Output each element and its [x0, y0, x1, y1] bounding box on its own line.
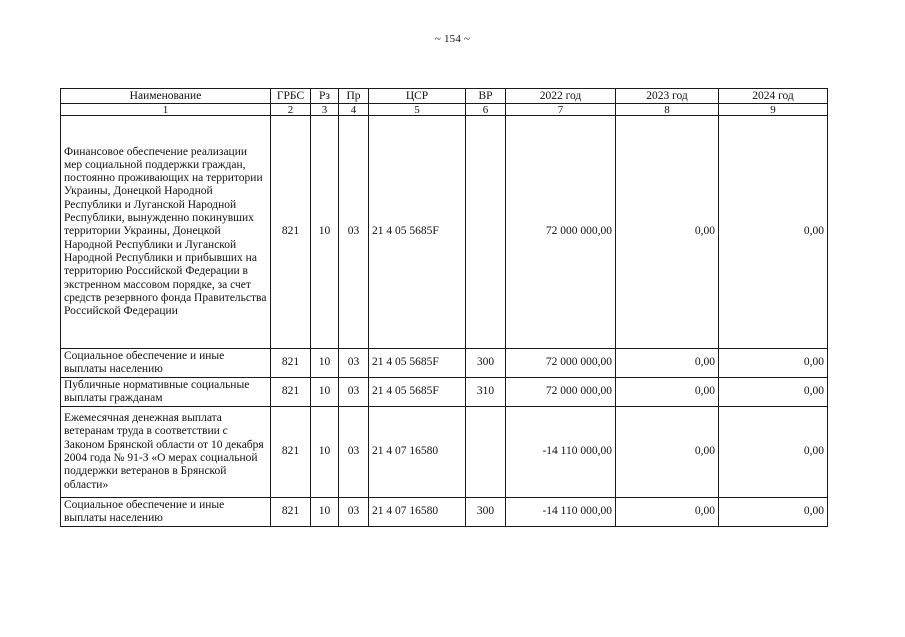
row-vr: [466, 407, 506, 498]
row-amount-2024: 0,00: [719, 378, 828, 407]
row-grbs: 821: [271, 407, 311, 498]
header-cell-pr: Пр: [339, 89, 369, 104]
column-number: 6: [466, 104, 506, 116]
row-csr: 21 4 05 5685F: [369, 349, 466, 378]
column-number: 4: [339, 104, 369, 116]
row-csr: 21 4 07 16580: [369, 498, 466, 527]
column-number: 7: [506, 104, 616, 116]
row-vr: 300: [466, 498, 506, 527]
row-amount-2023: 0,00: [616, 349, 719, 378]
row-amount-2022: -14 110 000,00: [506, 407, 616, 498]
row-vr: 300: [466, 349, 506, 378]
header-cell-2022: 2022 год: [506, 89, 616, 104]
header-cell-name: Наименование: [61, 89, 271, 104]
table-row: [61, 378, 828, 407]
row-csr: 21 4 05 5685F: [369, 378, 466, 407]
table-row: [61, 349, 828, 378]
row-amount-2023: 0,00: [616, 116, 719, 349]
column-number-row: [61, 104, 828, 116]
header-cell-2024: 2024 год: [719, 89, 828, 104]
header-cell-rz: Рз: [311, 89, 339, 104]
row-amount-2022: 72 000 000,00: [506, 116, 616, 349]
row-rz: 10: [311, 498, 339, 527]
row-pr: 03: [339, 378, 369, 407]
column-number: 1: [61, 104, 271, 116]
row-pr: 03: [339, 498, 369, 527]
row-vr: 310: [466, 378, 506, 407]
row-amount-2023: 0,00: [616, 407, 719, 498]
column-number: 2: [271, 104, 311, 116]
row-amount-2022: 72 000 000,00: [506, 378, 616, 407]
row-rz: 10: [311, 116, 339, 349]
column-number: 8: [616, 104, 719, 116]
row-amount-2024: 0,00: [719, 116, 828, 349]
row-grbs: 821: [271, 116, 311, 349]
row-pr: 03: [339, 349, 369, 378]
header-cell-vr: ВР: [466, 89, 506, 104]
row-name: Публичные нормативные социальные выплаты гражданам: [61, 378, 271, 407]
row-name: Социальное обеспечение и иные выплаты населению: [61, 349, 271, 378]
row-pr: 03: [339, 407, 369, 498]
row-grbs: 821: [271, 378, 311, 407]
row-amount-2022: -14 110 000,00: [506, 498, 616, 527]
row-csr: 21 4 07 16580: [369, 407, 466, 498]
table-row: [61, 407, 828, 498]
row-amount-2023: 0,00: [616, 378, 719, 407]
header-row: [61, 89, 828, 104]
table-row: [61, 116, 828, 349]
row-pr: 03: [339, 116, 369, 349]
row-name: Финансовое обеспечение реализации мер социальной поддержки граждан, постоянно проживающих на территории Украины, Донецкой Народной Республики и Луганской Народной Республики, вынужденно покинувших территории Украины, Донецкой Народной Республики и Луганской Народной Республики и прибывших на территорию Российской Федерации в экстренном массовом порядке, за счет средств резервного фонда Правительства Российской Федерации: [61, 116, 271, 349]
column-number: 5: [369, 104, 466, 116]
column-number: 9: [719, 104, 828, 116]
row-amount-2022: 72 000 000,00: [506, 349, 616, 378]
row-amount-2024: 0,00: [719, 349, 828, 378]
budget-table: [60, 88, 828, 527]
row-name: Ежемесячная денежная выплата ветеранам труда в соответствии с Законом Брянской области от 10 декабря 2004 года № 91-З «О мерах социальной поддержки ветеранов в Брянской области»: [61, 407, 271, 498]
row-grbs: 821: [271, 349, 311, 378]
row-rz: 10: [311, 349, 339, 378]
row-amount-2024: 0,00: [719, 407, 828, 498]
header-cell-csr: ЦСР: [369, 89, 466, 104]
row-name: Социальное обеспечение и иные выплаты населению: [61, 498, 271, 527]
table-row: [61, 498, 828, 527]
header-cell-grbs: ГРБС: [271, 89, 311, 104]
row-amount-2024: 0,00: [719, 498, 828, 527]
row-vr: [466, 116, 506, 349]
row-csr: 21 4 05 5685F: [369, 116, 466, 349]
header-cell-2023: 2023 год: [616, 89, 719, 104]
row-rz: 10: [311, 407, 339, 498]
row-amount-2023: 0,00: [616, 498, 719, 527]
page-number: ~ 154 ~: [434, 33, 471, 45]
column-number: 3: [311, 104, 339, 116]
row-rz: 10: [311, 378, 339, 407]
row-grbs: 821: [271, 498, 311, 527]
